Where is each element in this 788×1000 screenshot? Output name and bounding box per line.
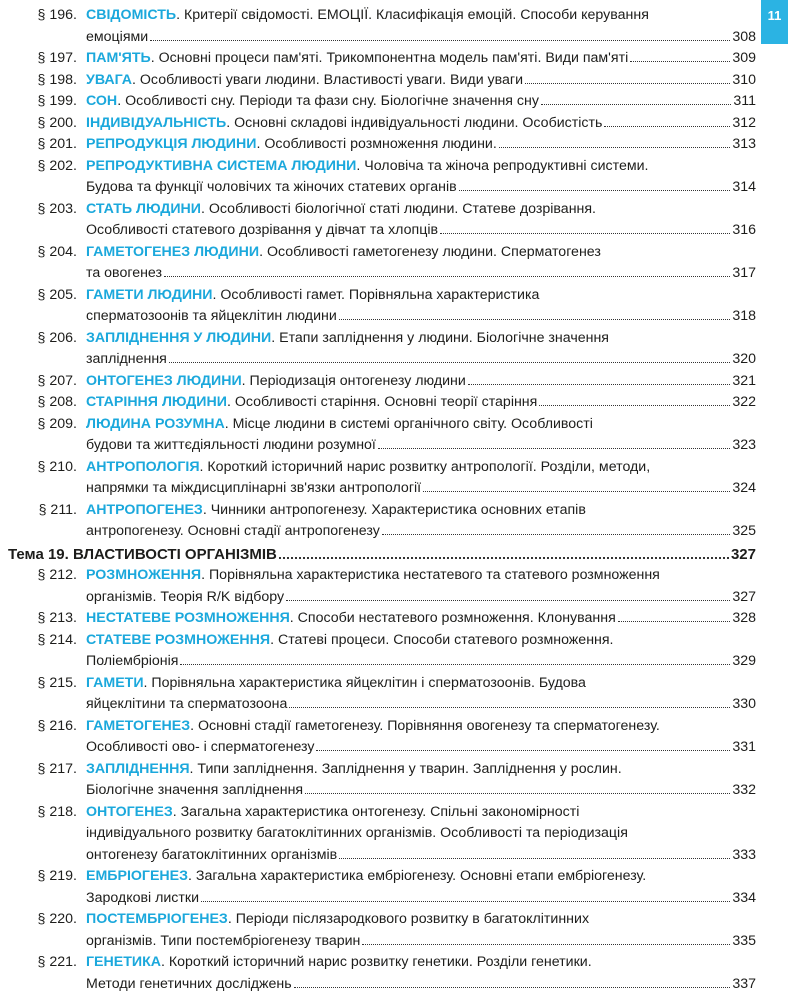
entry-line: [86, 521, 756, 543]
section-keyword: СОН: [86, 93, 118, 109]
dot-leader: [316, 749, 730, 751]
entry-line: [86, 328, 756, 350]
entry-text: Зародкові листки: [86, 889, 200, 906]
dot-leader: [169, 361, 730, 363]
page-number: 330: [732, 696, 756, 712]
toc-entry[interactable]: [8, 608, 756, 630]
dot-leader: [150, 39, 730, 41]
entry-text: Біологічне значення запліднення: [86, 782, 304, 798]
dot-leader: [525, 82, 730, 84]
entry-content: [86, 608, 756, 630]
section-keyword: СТАРІННЯ ЛЮДИНИ: [86, 394, 227, 410]
entry-content: [86, 134, 756, 156]
dot-leader: [499, 146, 731, 148]
section-number: § 215.: [37, 674, 77, 691]
entry-description: . Основні процеси пам'яті. Трикомпонентна модель пам'яті. Види пам'яті: [150, 50, 629, 66]
entry-line: [86, 759, 756, 781]
section-number: § 202.: [37, 157, 77, 174]
entry-line: [86, 285, 756, 307]
entry-text: Особливості статевого дозрівання у дівчат та хлопців: [86, 222, 439, 238]
entry-line: [86, 371, 756, 393]
entry-description: . Особливості сну. Періоди та фази сну. Біологічне значення сну: [117, 93, 539, 109]
entry-line: [86, 70, 756, 92]
section-keyword: ГАМЕТИ ЛЮДИНИ: [86, 286, 213, 303]
entry-description: . Короткий історичний нарис розвитку антропології. Розділи, методи,: [199, 458, 651, 475]
entry-line: [86, 177, 756, 199]
toc-entry[interactable]: [8, 500, 756, 543]
entry-text: організмів. Теорія R/K відбору: [86, 588, 285, 605]
toc-entry[interactable]: [8, 565, 756, 608]
entry-line: [86, 134, 756, 156]
entry-text: [86, 457, 650, 479]
entry-text: [86, 328, 609, 350]
toc-entry[interactable]: [8, 134, 756, 156]
dot-leader: [339, 857, 730, 859]
entry-description: . Чинники антропогенезу. Характеристика основних етапів: [202, 501, 586, 518]
section-number: § 204.: [37, 243, 77, 260]
page-number: 308: [732, 28, 756, 45]
entry-text: Будова та функції чоловічих та жіночих статевих органів: [86, 179, 457, 195]
entry-text: [86, 134, 497, 156]
entry-line: [86, 500, 756, 522]
dot-leader: [630, 60, 730, 62]
entry-text: сперматозоонів та яйцеклітин людини: [86, 308, 337, 324]
section-keyword: СВІДОМІСТЬ: [86, 7, 177, 23]
section-number: § 208.: [37, 394, 77, 410]
section-number: § 211.: [38, 501, 77, 518]
dot-leader: [378, 447, 730, 449]
entry-line: [86, 909, 756, 931]
entry-description: . Порівняльна характеристика нестатевого та статевого розмноження: [201, 567, 660, 583]
entry-content: [86, 371, 756, 393]
entry-line: [86, 694, 756, 716]
page-number: 316: [732, 222, 756, 238]
page-number: 321: [732, 372, 756, 389]
page-number: 312: [732, 114, 756, 131]
entry-description: . Періодизація онтогенезу людини: [241, 372, 466, 389]
entry-content: [86, 242, 756, 285]
entry-content: [86, 759, 756, 802]
entry-line: [86, 156, 756, 178]
entry-description: . Порівняльна характеристика яйцеклітин і сперматозоонів. Будова: [143, 674, 586, 691]
page-number: 328: [732, 610, 756, 626]
entry-text: [86, 371, 466, 393]
entry-text: [86, 70, 523, 92]
entry-description: . Особливості уваги людини. Властивості уваги. Види уваги: [132, 71, 524, 88]
dot-leader: [279, 556, 729, 559]
section-keyword: ОНТОГЕНЕЗ ЛЮДИНИ: [86, 372, 242, 389]
dot-leader: [423, 490, 730, 492]
section-keyword: ГАМЕТОГЕНЕЗ ЛЮДИНИ: [86, 243, 260, 260]
entry-line: [86, 630, 756, 652]
entry-description: . Особливості розмноження людини.: [256, 136, 497, 152]
page-number: 318: [732, 308, 756, 324]
dot-leader: [459, 189, 731, 191]
section-number: § 200.: [37, 114, 77, 131]
dot-leader: [286, 599, 730, 601]
page-number: 314: [732, 179, 756, 195]
entry-content: [86, 866, 756, 909]
entry-line: [86, 931, 756, 953]
dot-leader: [289, 706, 730, 708]
entry-description: . Загальна характеристика ембріогенезу. Основні етапи ембріогенезу.: [188, 868, 647, 884]
entry-text: запліднення: [86, 351, 167, 367]
entry-content: [86, 328, 756, 371]
entry-line: [86, 565, 756, 587]
entry-line: [86, 48, 756, 70]
entry-content: [86, 716, 756, 759]
toc-entry[interactable]: [8, 5, 756, 48]
page-number: 334: [732, 889, 756, 906]
entry-line: [86, 435, 756, 457]
entry-description: . Основні стадії гаметогенезу. Порівняння овогенезу та сперматогенезу.: [190, 717, 660, 734]
entry-text: [86, 113, 602, 135]
entry-content: [86, 91, 756, 113]
section-keyword: ЛЮДИНА РОЗУМНА: [86, 415, 225, 432]
entry-line: [86, 349, 756, 371]
section-number: § 205.: [37, 286, 77, 303]
entry-text: емоціями: [86, 28, 149, 45]
dot-leader: [294, 986, 731, 988]
entry-content: [86, 457, 756, 500]
page-number: 323: [732, 437, 756, 453]
page-number: 337: [732, 975, 756, 992]
dot-leader: [362, 943, 730, 945]
section-number: § 197.: [37, 50, 77, 66]
entry-text: [86, 285, 539, 307]
section-number: § 213.: [37, 610, 77, 626]
entry-line: [86, 242, 756, 264]
entry-text: Поліембріонія: [86, 653, 179, 669]
entry-text: [86, 866, 646, 888]
toc-entry[interactable]: [8, 242, 756, 285]
section-number: § 220.: [37, 911, 77, 927]
toc-entry[interactable]: [8, 91, 756, 113]
entry-line: [86, 802, 756, 824]
section-keyword: ЕМБРІОГЕНЕЗ: [86, 868, 189, 884]
section-number: § 207.: [37, 372, 77, 389]
toc-entry[interactable]: [8, 909, 756, 952]
entry-description: . Особливості гамет. Порівняльна характеристика: [212, 286, 540, 303]
entry-content: [86, 909, 756, 952]
toc-entry[interactable]: [8, 328, 756, 371]
dot-leader: [164, 275, 730, 277]
toc-entry[interactable]: [8, 113, 756, 135]
section-keyword: УВАГА: [86, 71, 133, 88]
entry-content: [86, 48, 756, 70]
section-keyword: НЕСТАТЕВЕ РОЗМНОЖЕННЯ: [86, 610, 290, 626]
entry-line: [86, 392, 756, 414]
entry-line: [86, 845, 756, 867]
toc-entry[interactable]: [8, 199, 756, 242]
entry-line: [86, 27, 756, 49]
toc-entry[interactable]: [8, 156, 756, 199]
entry-line: [86, 478, 756, 500]
entry-content: [86, 952, 756, 995]
entry-description: . Способи нестатевого розмноження. Клонування: [289, 610, 616, 626]
entry-text: антропогенезу. Основні стадії антропогенезу: [86, 523, 380, 539]
section-number: § 209.: [37, 415, 77, 432]
entry-description: . Статеві процеси. Способи статевого розмноження.: [270, 631, 614, 648]
section-number: § 212.: [37, 567, 77, 583]
toc-entry[interactable]: [8, 759, 756, 802]
page-number: 329: [732, 653, 756, 669]
entry-line: [86, 220, 756, 242]
toc-entry[interactable]: [8, 392, 756, 414]
entry-content: [86, 414, 756, 457]
section-keyword: ЗАПЛІДНЕННЯ: [86, 760, 190, 777]
entry-line: [86, 5, 756, 27]
dot-leader: [440, 232, 730, 234]
entry-content: [86, 802, 756, 867]
section-number: § 217.: [37, 760, 77, 777]
entry-text: [86, 500, 586, 522]
toc-entry[interactable]: [8, 285, 756, 328]
dot-leader: [201, 900, 730, 902]
entry-description: . Загальна характеристика онтогенезу. Спільні закономірності: [172, 803, 580, 820]
dot-leader: [180, 663, 730, 665]
dot-leader: [339, 318, 731, 320]
entry-line: [86, 306, 756, 328]
dot-leader: [468, 383, 731, 385]
entry-text: [86, 630, 614, 652]
entry-description: . Короткий історичний нарис розвитку генетики. Розділи генетики.: [160, 954, 592, 970]
entry-text: [86, 414, 593, 436]
entry-description: . Особливості біологічної статі людини. Статеве дозрівання.: [201, 200, 596, 217]
entry-line: [86, 737, 756, 759]
dot-leader: [541, 103, 731, 105]
entry-description: . Особливості гаметогенезу людини. Сперматогенез: [259, 243, 601, 260]
entry-text: [86, 673, 586, 695]
section-keyword: РЕПРОДУКТИВНА СИСТЕМА ЛЮДИНИ: [86, 157, 357, 174]
entry-line: [86, 952, 756, 974]
entry-text: [86, 91, 539, 113]
toc-entry[interactable]: [8, 457, 756, 500]
entry-text: та овогенез: [86, 265, 163, 281]
section-number: § 201.: [37, 136, 77, 152]
section-keyword: ГАМЕТОГЕНЕЗ: [86, 717, 191, 734]
entry-content: [86, 199, 756, 242]
toc-entry[interactable]: [8, 371, 756, 393]
section-keyword: СТАТЬ ЛЮДИНИ: [86, 200, 201, 217]
section-keyword: ГАМЕТИ: [86, 674, 144, 691]
entry-line: [86, 91, 756, 113]
section-number: § 196.: [37, 7, 77, 23]
section-number: § 203.: [37, 200, 77, 217]
entry-text: [86, 392, 537, 414]
entry-text: яйцеклітини та сперматозоона: [86, 696, 288, 712]
entry-content: [86, 630, 756, 673]
page-number: 309: [732, 50, 756, 66]
toc-entry[interactable]: [8, 802, 756, 867]
section-keyword: АНТРОПОГЕНЕЗ: [86, 501, 203, 518]
section-number: § 210.: [37, 458, 77, 475]
section-keyword: ІНДИВІДУАЛЬНІСТЬ: [86, 114, 227, 131]
section-number: § 218.: [37, 803, 77, 820]
page-number: 322: [732, 394, 756, 410]
toc-entry[interactable]: [8, 630, 756, 673]
entry-text: організмів. Типи постембріогенезу тварин: [86, 932, 361, 949]
entry-content: [86, 392, 756, 414]
entry-description: . Періоди післязародкового розвитку в багатоклітинних: [227, 911, 590, 927]
section-number: § 214.: [37, 631, 77, 648]
section-keyword: СТАТЕВЕ РОЗМНОЖЕННЯ: [86, 631, 271, 648]
entry-content: [86, 285, 756, 328]
entry-description: . Критерії свідомості. ЕМОЦІЇ. Класифікація емоцій. Способи керування: [176, 7, 649, 23]
entry-content: [86, 113, 756, 135]
entry-text: [86, 608, 616, 630]
section-keyword: АНТРОПОЛОГІЯ: [86, 458, 200, 475]
entry-content: [86, 5, 756, 48]
entry-description: . Основні складові індивідуальності людини. Особистість: [226, 114, 603, 131]
section-keyword: ЗАПЛІДНЕННЯ У ЛЮДИНИ: [86, 329, 272, 346]
page-number: 325: [732, 523, 756, 539]
section-keyword: РОЗМНОЖЕННЯ: [86, 567, 202, 583]
page-number-tab: 11: [761, 0, 788, 44]
entry-text: [86, 759, 622, 781]
entry-description: . Типи запліднення. Запліднення у тварин. Запліднення у рослин.: [189, 760, 622, 777]
entry-line: [86, 199, 756, 221]
entry-text: [86, 242, 601, 264]
page-number: 332: [732, 782, 756, 798]
page-number: 331: [732, 739, 756, 755]
section-number: § 199.: [37, 93, 77, 109]
entry-line: [86, 608, 756, 630]
entry-content: [86, 565, 756, 608]
table-of-contents: [8, 5, 756, 995]
section-keyword: ПОСТЕМБРІОГЕНЕЗ: [86, 911, 228, 927]
entry-description: . Місце людини в системі органічного світу. Особливості: [224, 415, 593, 432]
entry-text: [86, 802, 579, 824]
entry-line: [86, 866, 756, 888]
toc-entry[interactable]: [8, 70, 756, 92]
page-number: 333: [732, 846, 756, 863]
entry-text: напрямки та міждисциплінарні зв'язки антропології: [86, 480, 422, 496]
entry-text: онтогенезу багатоклітинних організмів: [86, 846, 338, 863]
section-keyword: ПАМ'ЯТЬ: [86, 50, 151, 66]
page-number: 317: [732, 265, 756, 281]
toc-entry[interactable]: [8, 414, 756, 457]
dot-leader: [618, 620, 731, 622]
entry-line: [86, 587, 756, 609]
entry-text: Методи генетичних досліджень: [86, 975, 292, 992]
dot-leader: [604, 125, 730, 127]
entry-text: індивідуального розвитку багатоклітинних організмів. Особливості та періодизація: [86, 825, 628, 841]
section-number: § 216.: [37, 717, 77, 734]
entry-line: [86, 673, 756, 695]
entry-text: [86, 909, 589, 931]
entry-line: [86, 716, 756, 738]
page-number: 327: [732, 588, 756, 605]
dot-leader: [305, 792, 730, 794]
entry-content: [86, 500, 756, 543]
entry-text: [86, 48, 628, 70]
section-number: § 221.: [37, 954, 77, 970]
toc-entry[interactable]: [8, 952, 756, 995]
page-number: 313: [732, 136, 756, 152]
entry-text: Особливості ово- і сперматогенезу: [86, 739, 315, 755]
entry-content: [86, 70, 756, 92]
entry-text: [86, 716, 660, 738]
topic-heading[interactable]: [8, 544, 756, 566]
entry-description: . Етапи запліднення у людини. Біологічне значення: [271, 329, 609, 346]
entry-text: [86, 565, 660, 587]
entry-content: [86, 673, 756, 716]
section-number: § 206.: [37, 329, 77, 346]
page-number: 327: [730, 545, 756, 563]
entry-content: [86, 156, 756, 199]
topic-label: Тема 19. ВЛАСТИВОСТІ ОРГАНІЗМІВ: [8, 545, 277, 563]
entry-line: [86, 457, 756, 479]
entry-description: . Особливості старіння. Основні теорії старіння: [226, 394, 538, 410]
entry-line: [86, 780, 756, 802]
section-number: § 198.: [37, 71, 77, 88]
page-number: 320: [732, 351, 756, 367]
entry-line: [86, 888, 756, 910]
toc-entry[interactable]: [8, 673, 756, 716]
toc-entry[interactable]: [8, 716, 756, 759]
dot-leader: [382, 533, 731, 535]
section-keyword: ОНТОГЕНЕЗ: [86, 803, 173, 820]
entry-line: [86, 414, 756, 436]
page-number: 324: [732, 480, 756, 496]
entry-line: [86, 113, 756, 135]
entry-text: [86, 5, 649, 27]
entry-text: [86, 199, 596, 221]
page-number: 311: [733, 93, 756, 109]
entry-description: . Чоловіча та жіноча репродуктивні системи.: [356, 157, 649, 174]
entry-text: [86, 952, 592, 974]
section-number: § 219.: [37, 868, 77, 884]
page-number: 310: [732, 71, 756, 88]
entry-text: [86, 156, 649, 178]
toc-entry[interactable]: [8, 48, 756, 70]
section-keyword: ГЕНЕТИКА: [86, 954, 161, 970]
entry-line: [86, 651, 756, 673]
entry-text: будови та життєдіяльності людини розумної: [86, 437, 376, 453]
page-number: 335: [732, 932, 756, 949]
dot-leader: [539, 404, 730, 406]
entry-line: [86, 263, 756, 285]
section-keyword: РЕПРОДУКЦІЯ ЛЮДИНИ: [86, 136, 257, 152]
entry-line: [86, 823, 756, 845]
entry-line: [86, 974, 756, 996]
toc-entry[interactable]: [8, 866, 756, 909]
